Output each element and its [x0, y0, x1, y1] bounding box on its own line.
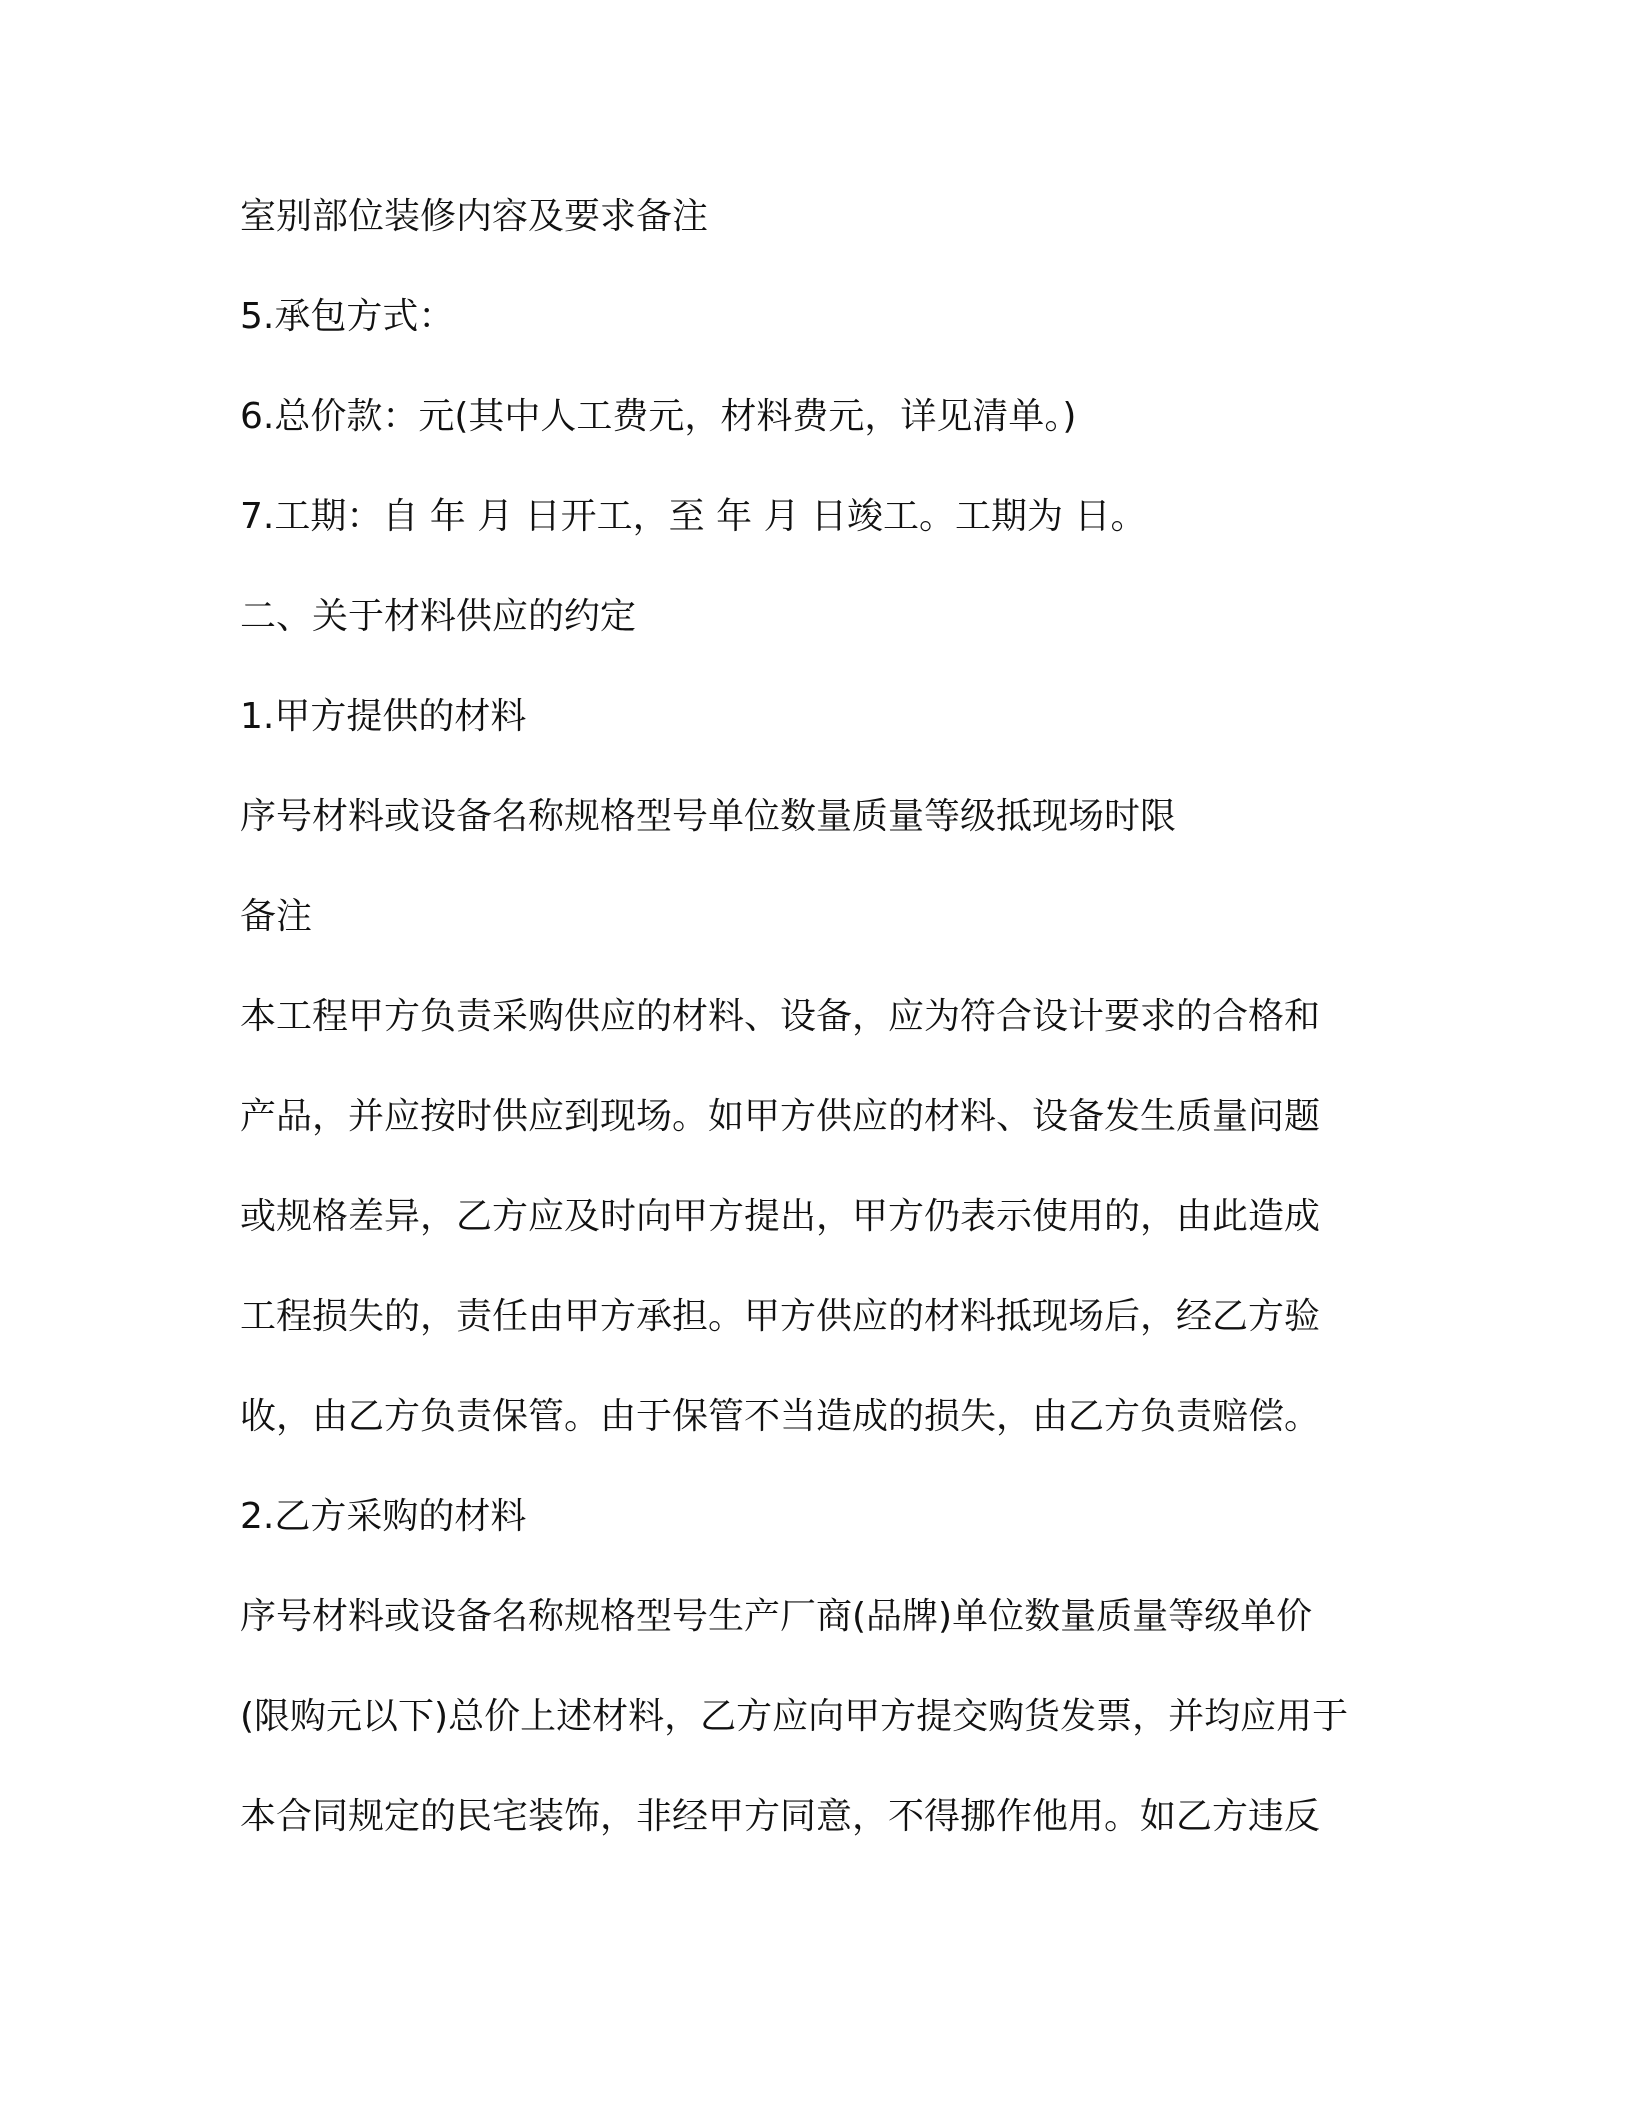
- total-price-line: 6.总价款：元(其中人工费元，材料费元，详见清单。): [240, 396, 1077, 437]
- party-b-table-header: 序号材料或设备名称规格型号生产厂商(品牌)单位数量质量等级单价: [240, 1596, 1313, 1637]
- party-a-materials-heading: 1.甲方提供的材料: [240, 696, 527, 737]
- material-supply-heading: 二、关于材料供应的约定: [240, 596, 637, 637]
- remarks-label: 备注: [240, 896, 313, 937]
- paragraph-line: 本合同规定的民宅装饰，非经甲方同意，不得挪作他用。如乙方违反: [240, 1796, 1321, 1837]
- paragraph-line: 产品，并应按时供应到现场。如甲方供应的材料、设备发生质量问题: [240, 1096, 1321, 1137]
- party-a-table-header: 序号材料或设备名称规格型号单位数量质量等级抵现场时限: [240, 796, 1177, 837]
- paragraph-line: 本工程甲方负责采购供应的材料、设备，应为符合设计要求的合格和: [240, 996, 1321, 1037]
- construction-period-line: 7.工期：自 年 月 日开工，至 年 月 日竣工。工期为 日。: [240, 496, 1147, 537]
- paragraph-line: 或规格差异，乙方应及时向甲方提出，甲方仍表示使用的，由此造成: [240, 1196, 1321, 1237]
- paragraph-line: (限购元以下)总价上述材料，乙方应向甲方提交购货发票，并均应用于: [240, 1696, 1349, 1737]
- room-section-header: 室别部位装修内容及要求备注: [240, 196, 709, 237]
- party-b-materials-heading: 2.乙方采购的材料: [240, 1496, 527, 1537]
- paragraph-line: 收，由乙方负责保管。由于保管不当造成的损失，由乙方负责赔偿。: [240, 1396, 1321, 1437]
- paragraph-line: 工程损失的，责任由甲方承担。甲方供应的材料抵现场后，经乙方验: [240, 1296, 1321, 1337]
- contract-method-line: 5.承包方式：: [240, 296, 455, 337]
